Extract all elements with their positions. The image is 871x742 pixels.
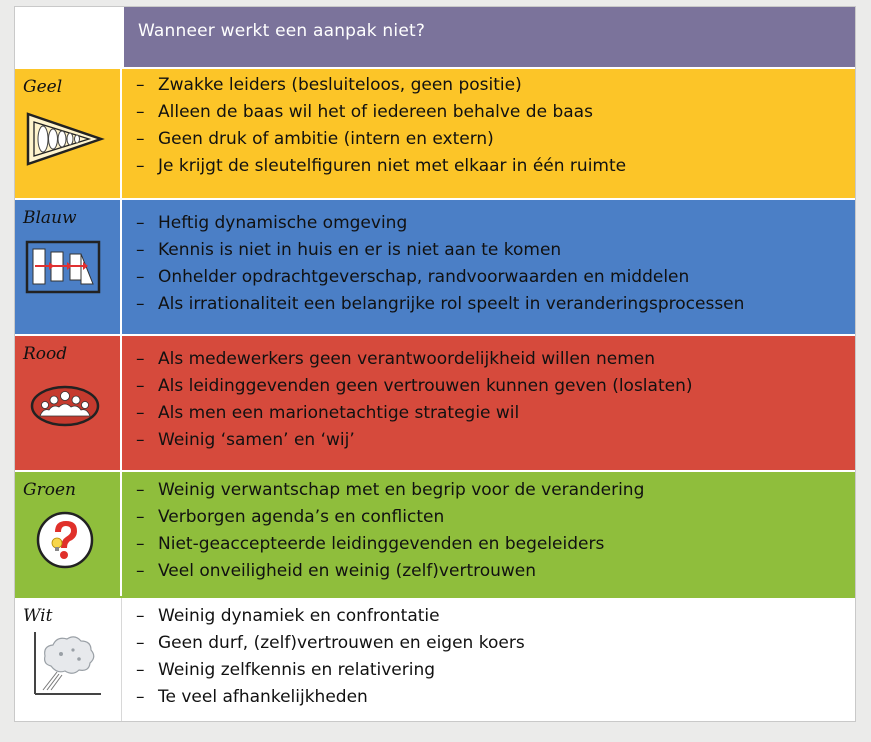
item-text: Als irrationaliteit een belangrijke rol speelt in veranderingsprocessen (158, 294, 745, 314)
item-text: Weinig verwantschap met en begrip voor de verandering (158, 480, 645, 500)
list-item (136, 99, 855, 126)
section-blauw (15, 198, 855, 334)
list-item (136, 153, 855, 180)
item-text: Heftig dynamische omgeving (158, 213, 408, 233)
section-rood-items (122, 336, 855, 470)
item-text: Onhelder opdrachtgeverschap, randvoorwaarden en middelen (158, 267, 690, 287)
section-groen-items (122, 472, 855, 596)
section-name: Groen (23, 480, 76, 500)
cloud-chart-icon (29, 628, 105, 702)
list-item (136, 504, 855, 531)
dash-bullet: – (136, 534, 145, 554)
list-item (136, 346, 855, 373)
item-text: Weinig dynamiek en confrontatie (158, 606, 440, 626)
list-item (136, 72, 855, 99)
dash-bullet: – (136, 102, 145, 122)
section-groen-label-cell (15, 472, 122, 596)
section-wit (15, 596, 855, 721)
dash-bullet: – (136, 430, 145, 450)
table-frame (14, 6, 856, 722)
section-name: Geel (23, 77, 63, 97)
section-rood-label-cell (15, 336, 122, 470)
process-arrows-icon (25, 240, 101, 298)
section-geel-label-cell (15, 69, 122, 198)
item-text: Veel onveiligheid en weinig (zelf)vertrouwen (158, 561, 537, 581)
list-item (136, 264, 855, 291)
item-text: Kennis is niet in huis en er is niet aan te komen (158, 240, 562, 260)
item-text: Zwakke leiders (besluiteloos, geen positie) (158, 75, 522, 95)
dash-bullet: – (136, 349, 145, 369)
section-rood (15, 334, 855, 470)
list-item (136, 237, 855, 264)
dash-bullet: – (136, 240, 145, 260)
section-groen (15, 470, 855, 596)
item-text: Je krijgt de sleutelfiguren niet met elkaar in één ruimte (158, 156, 627, 176)
list-item (136, 531, 855, 558)
dash-bullet: – (136, 213, 145, 233)
section-name: Wit (23, 606, 53, 626)
list-item (136, 427, 855, 454)
people-group-icon (29, 384, 101, 432)
dash-bullet: – (136, 660, 145, 680)
item-text: Als men een marionetachtige strategie wil (158, 403, 520, 423)
section-name: Rood (23, 344, 68, 364)
dash-bullet: – (136, 606, 145, 626)
list-item (136, 373, 855, 400)
dash-bullet: – (136, 561, 145, 581)
item-text: Als leidinggevenden geen vertrouwen kunnen geven (loslaten) (158, 376, 693, 396)
item-text: Niet-geaccepteerde leidinggevenden en begeleiders (158, 534, 605, 554)
dash-bullet: – (136, 633, 145, 653)
dash-bullet: – (136, 294, 145, 314)
cone-triangle-icon (25, 111, 105, 171)
item-text: Geen druk of ambitie (intern en extern) (158, 129, 494, 149)
dash-bullet: – (136, 403, 145, 423)
item-text: Weinig zelfkennis en relativering (158, 660, 436, 680)
section-blauw-items (122, 200, 855, 334)
list-item (136, 657, 855, 684)
dash-bullet: – (136, 687, 145, 707)
table-title: Wanneer werkt een aanpak niet? (122, 7, 855, 67)
dash-bullet: – (136, 267, 145, 287)
item-text: Als medewerkers geen verantwoordelijkheid willen nemen (158, 349, 655, 369)
section-wit-label-cell (15, 598, 122, 721)
question-lightbulb-icon (35, 510, 95, 574)
list-item (136, 630, 855, 657)
section-wit-items (122, 598, 855, 721)
item-text: Alleen de baas wil het of iedereen behalve de baas (158, 102, 593, 122)
item-text: Weinig ‘samen’ en ‘wij’ (158, 430, 355, 450)
section-blauw-label-cell (15, 200, 122, 334)
item-text: Verborgen agenda’s en conflicten (158, 507, 445, 527)
dash-bullet: – (136, 156, 145, 176)
list-item (136, 210, 855, 237)
dash-bullet: – (136, 75, 145, 95)
item-text: Te veel afhankelijkheden (158, 687, 368, 707)
dash-bullet: – (136, 376, 145, 396)
item-text: Geen durf, (zelf)vertrouwen en eigen koers (158, 633, 525, 653)
list-item (136, 684, 855, 711)
list-item (136, 400, 855, 427)
list-item (136, 558, 855, 585)
dash-bullet: – (136, 480, 145, 500)
section-geel-items (122, 69, 855, 198)
dash-bullet: – (136, 507, 145, 527)
header-corner (15, 7, 122, 67)
list-item (136, 603, 855, 630)
section-geel (15, 67, 855, 198)
list-item (136, 126, 855, 153)
list-item (136, 291, 855, 318)
section-name: Blauw (23, 208, 77, 228)
dash-bullet: – (136, 129, 145, 149)
list-item (136, 477, 855, 504)
